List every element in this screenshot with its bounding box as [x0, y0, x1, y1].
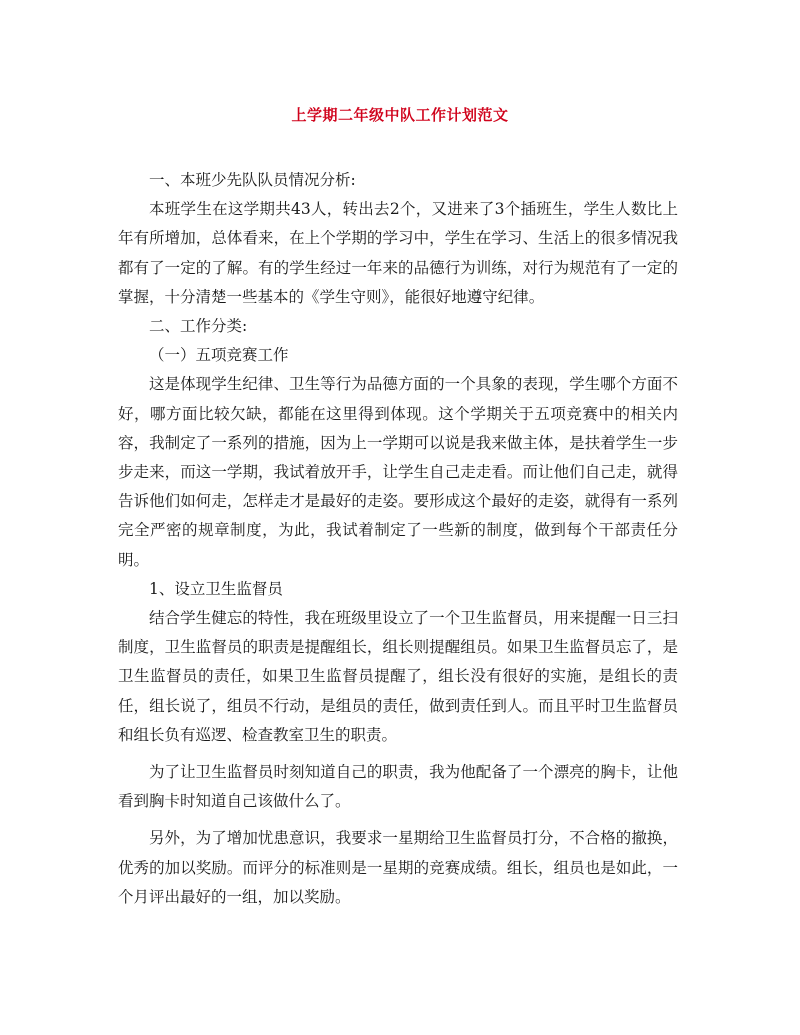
section-heading-work-categories: 二、工作分类: [149, 317, 248, 336]
paragraph-five-competitions: 这是体现学生纪律、卫生等行为品德方面的一个具象的表现，学生哪个方面不好，哪方面比较欠缺，都能在这里得到体现。这个学期关于五项竞赛中的相关内容，我制定了一系列的措施，因为上一学期可以说是我来做主体，是扶着学生一步步走来，而这一学期，我试着放开手，让学生自己走走看。而让他们自己走，就得告诉他们如何走，怎样走才是最好的走姿。要形成这个最好的走姿，就得有一系列完全严密的规章制度，为此，我试着制定了一些新的制度，做到每个干部责任分明。 [118, 375, 678, 569]
paragraph-badge: 为了让卫生监督员时刻知道自己的职责，我为他配备了一个漂亮的胸卡，让他看到胸卡时知道自己该做什么了。 [118, 763, 678, 811]
document-title: 上学期二年级中队工作计划范文 [291, 106, 509, 124]
paragraph-class-analysis: 本班学生在这学期共43人，转出去2个，又进来了3个插班生，学生人数比上年有所增加，总体看来，在上个学期的学习中，学生在学习、生活上的很多情况我都有了一定的了解。有的学生经过一年来的品德行为训练，对行为规范有了一定的掌握，十分清楚一些基本的《学生守则》，能很好地遵守纪律。 [118, 200, 678, 306]
document-body [118, 166, 678, 912]
item-heading-hygiene-supervisor: 1、设立卫生监督员 [149, 579, 283, 598]
subsection-heading-five-competitions: （一）五项竞赛工作 [149, 346, 289, 365]
paragraph-hygiene-supervisor: 结合学生健忘的特性，我在班级里设立了一个卫生监督员，用来提醒一日三扫制度，卫生监督员的职责是提醒组长，组长则提醒组员。如果卫生监督员忘了，是卫生监督员的责任，如果卫生监督员提醒了，组长没有很好的实施，是组长的责任，组长说了，组员不行动，是组员的责任，做到责任到人。而且平时卫生监督员和组长负有巡逻、检查教室卫生的职责。 [118, 609, 678, 744]
section-heading-class-analysis: 一、本班少先队队员情况分析: [149, 171, 356, 189]
paragraph-scoring: 另外，为了增加忧患意识，我要求一星期给卫生监督员打分，不合格的撤换，优秀的加以奖励。而评分的标准则是一星期的竞赛成绩。组长，组员也是如此，一个月评出最好的一组，加以奖励。 [118, 829, 678, 906]
